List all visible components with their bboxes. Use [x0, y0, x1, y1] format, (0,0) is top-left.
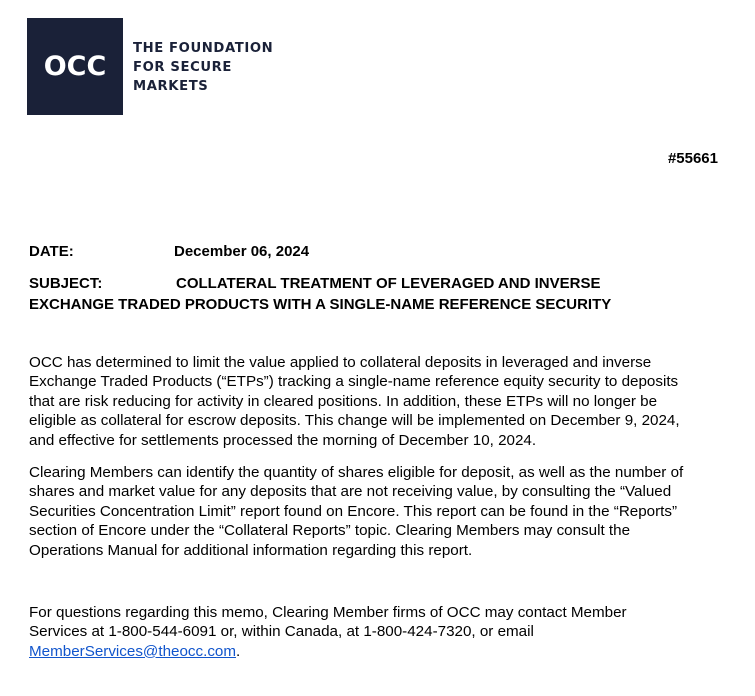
subject-line [29, 273, 729, 294]
logo-text: OCC [43, 51, 107, 82]
memo-number: #55661 [667, 150, 718, 167]
email-suffix: . [236, 642, 241, 660]
tagline-line: MARKETS [133, 79, 209, 94]
paragraph-line: Clearing Members can identify the quantity of shares eligible for deposit, as well as the number of [29, 464, 684, 481]
paragraph-line: Exchange Traded Products (“ETPs”) tracking a single-name reference equity security to deposits [29, 373, 679, 391]
paragraph-line: Operations Manual for additional information regarding this report. [29, 541, 473, 559]
subject-line: EXCHANGE TRADED PRODUCTS WITH A SINGLE-NAME REFERENCE SECURITY [29, 296, 612, 313]
paragraph-line: Services at 1-800-544-6091 or, within Canada, at 1-800-424-7320, or email [29, 623, 534, 641]
paragraph-line: Securities Concentration Limit” report found on Encore. This report can be found in the “Reports” [29, 502, 678, 520]
tagline [133, 39, 273, 96]
tagline-line: THE FOUNDATION [133, 41, 274, 56]
subject [29, 273, 729, 315]
paragraph-line: eligible as collateral for escrow deposits. This change will be implemented on December 9, 2024, [29, 412, 680, 430]
paragraph-line: OCC has determined to limit the value applied to collateral deposits in leveraged and inverse [29, 354, 652, 371]
paragraph-line: shares and market value for any deposits that are not receiving value, by consulting the “Valued [29, 483, 672, 501]
tagline-line: FOR SECURE [133, 60, 233, 75]
paragraph-line: and effective for settlements processed the morning of December 10, 2024. [29, 431, 537, 449]
paragraph-line: For questions regarding this memo, Clearing Member firms of OCC may contact Member [29, 604, 627, 621]
date-label: DATE: [29, 243, 74, 260]
email-link[interactable]: MemberServices@theocc.com [29, 642, 237, 660]
paragraph-line [29, 642, 729, 661]
paragraph-line: that are risk reducing for activity in cleared positions. In addition, these ETPs will no longer be [29, 392, 658, 410]
paragraph-collateral-change [29, 353, 729, 450]
subject-label: SUBJECT: [29, 275, 103, 292]
occ-logo [27, 18, 123, 115]
date-value: December 06, 2024 [174, 243, 310, 260]
subject-text: COLLATERAL TREATMENT OF LEVERAGED AND INVERSE [176, 275, 601, 292]
paragraph-line: section of Encore under the “Collateral Reports” topic. Clearing Members may consult the [29, 522, 631, 540]
date-row [29, 243, 310, 260]
paragraph-encore-report [29, 463, 729, 560]
paragraph-contact [29, 603, 729, 661]
